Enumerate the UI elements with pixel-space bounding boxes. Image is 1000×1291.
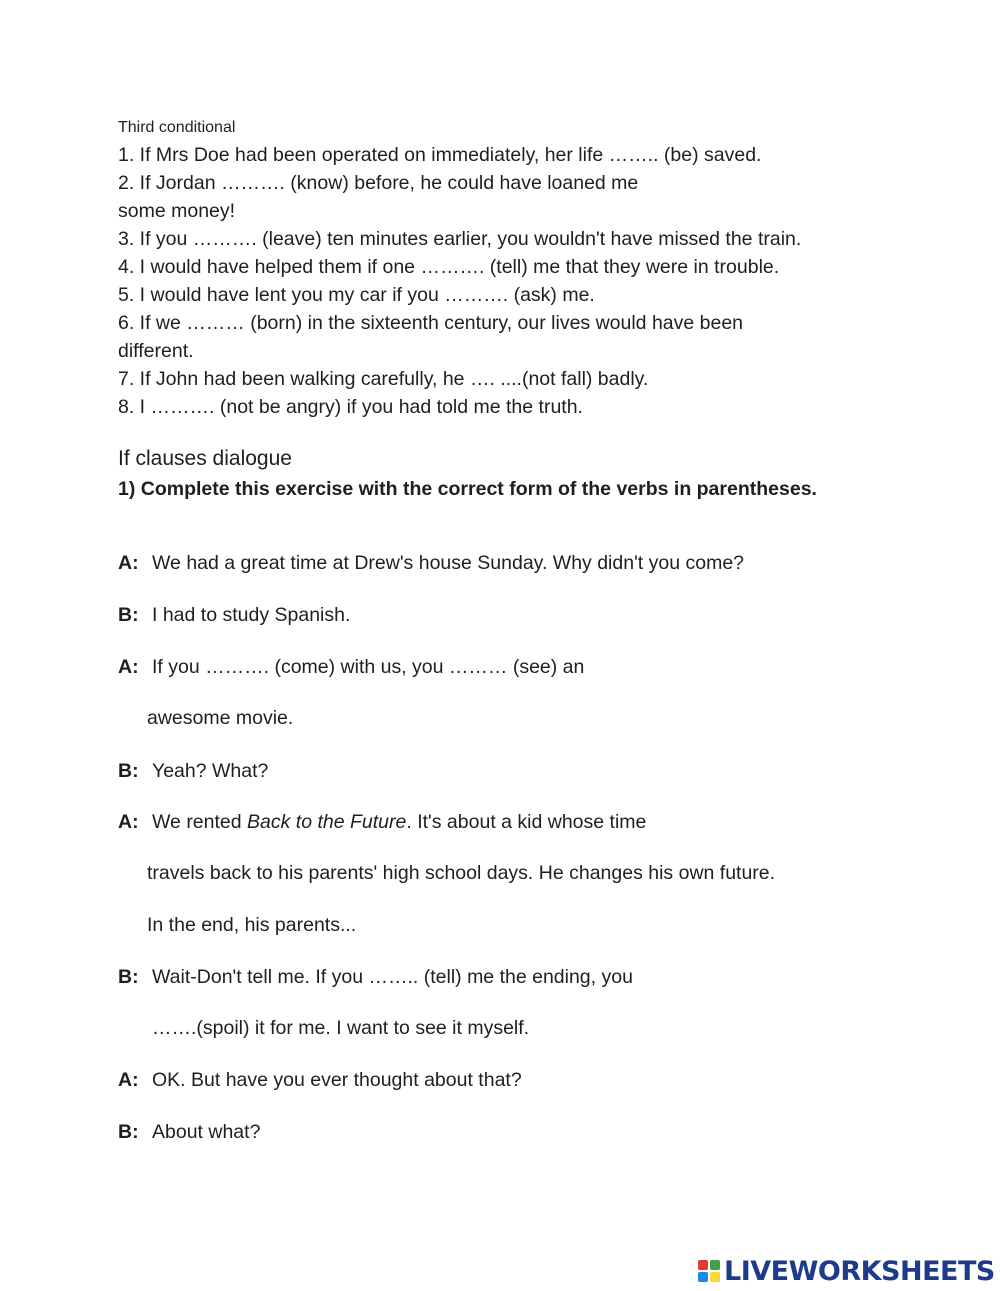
speaker-label: B: bbox=[118, 604, 139, 626]
dialogue-line bbox=[118, 552, 744, 575]
exercise-line-1: 1. If Mrs Doe had been operated on immediately, her life …….. (be) saved. bbox=[118, 144, 762, 166]
speaker-label: A: bbox=[118, 1069, 139, 1091]
dialogue-text: About what? bbox=[152, 1121, 261, 1143]
liveworksheets-logo bbox=[698, 1253, 995, 1289]
speaker-label: B: bbox=[118, 1121, 139, 1143]
dialogue-text: Wait-Don't tell me. If you …….. (tell) me the ending, you bbox=[152, 966, 633, 988]
exercise-line-7: 7. If John had been walking carefully, he …. ....(not fall) badly. bbox=[118, 368, 649, 390]
exercise-line-6: 6. If we ……… (born) in the sixteenth century, our lives would have been bbox=[118, 312, 744, 334]
speaker-label: A: bbox=[118, 656, 139, 678]
logo-block bbox=[710, 1272, 720, 1282]
movie-title: Back to the Future bbox=[247, 811, 407, 833]
dialogue-line bbox=[118, 811, 646, 834]
section-title-if-clauses-dialogue: If clauses dialogue bbox=[118, 447, 292, 470]
exercise-line-2: 2. If Jordan ………. (know) before, he could have loaned me bbox=[118, 172, 639, 194]
speaker-label: A: bbox=[118, 552, 139, 574]
dialogue-text: If you ………. (come) with us, you ……… (see) an bbox=[152, 656, 585, 678]
dialogue-text: Yeah? What? bbox=[152, 760, 269, 782]
speaker-label: A: bbox=[118, 811, 139, 833]
dialogue-text-before: We rented bbox=[152, 811, 248, 833]
logo-block bbox=[698, 1260, 708, 1270]
dialogue-text: We had a great time at Drew's house Sunday. Why didn't you come? bbox=[152, 552, 745, 574]
dialogue-continuation: travels back to his parents' high school days. He changes his own future. bbox=[147, 862, 776, 884]
dialogue-line bbox=[118, 760, 268, 783]
speaker-label: B: bbox=[118, 760, 139, 782]
dialogue-line bbox=[118, 966, 633, 989]
exercise-line-8: 8. I ………. (not be angry) if you had told me the truth. bbox=[118, 396, 583, 418]
dialogue-line bbox=[118, 1121, 260, 1144]
dialogue-continuation: awesome movie. bbox=[147, 707, 294, 729]
dialogue-text: I had to study Spanish. bbox=[152, 604, 351, 626]
exercise-line-3: 3. If you ………. (leave) ten minutes earlier, you wouldn't have missed the train. bbox=[118, 228, 802, 250]
dialogue-continuation: …….(spoil) it for me. I want to see it myself. bbox=[152, 1017, 530, 1039]
dialogue-text-after: . It's about a kid whose time bbox=[406, 811, 647, 833]
exercise-line-2-cont: some money! bbox=[118, 200, 236, 222]
dialogue-continuation: In the end, his parents... bbox=[147, 914, 357, 936]
logo-text: LIVEWORKSHEETS bbox=[724, 1255, 995, 1287]
speaker-label: B: bbox=[118, 966, 139, 988]
exercise-line-5: 5. I would have lent you my car if you ………. (ask) me. bbox=[118, 284, 595, 306]
exercise-instruction: 1) Complete this exercise with the correct form of the verbs in parentheses. bbox=[118, 478, 817, 500]
logo-block bbox=[698, 1272, 708, 1282]
exercise-line-6-cont: different. bbox=[118, 340, 194, 362]
logo-blocks-icon bbox=[698, 1260, 720, 1282]
logo-block bbox=[710, 1260, 720, 1270]
dialogue-line bbox=[118, 656, 584, 679]
exercise-line-4: 4. I would have helped them if one ………. (tell) me that they were in trouble. bbox=[118, 256, 780, 278]
dialogue-line bbox=[118, 604, 350, 627]
section-title-third-conditional: Third conditional bbox=[118, 119, 236, 136]
dialogue-text: OK. But have you ever thought about that? bbox=[152, 1069, 522, 1091]
dialogue-line bbox=[118, 1069, 522, 1092]
